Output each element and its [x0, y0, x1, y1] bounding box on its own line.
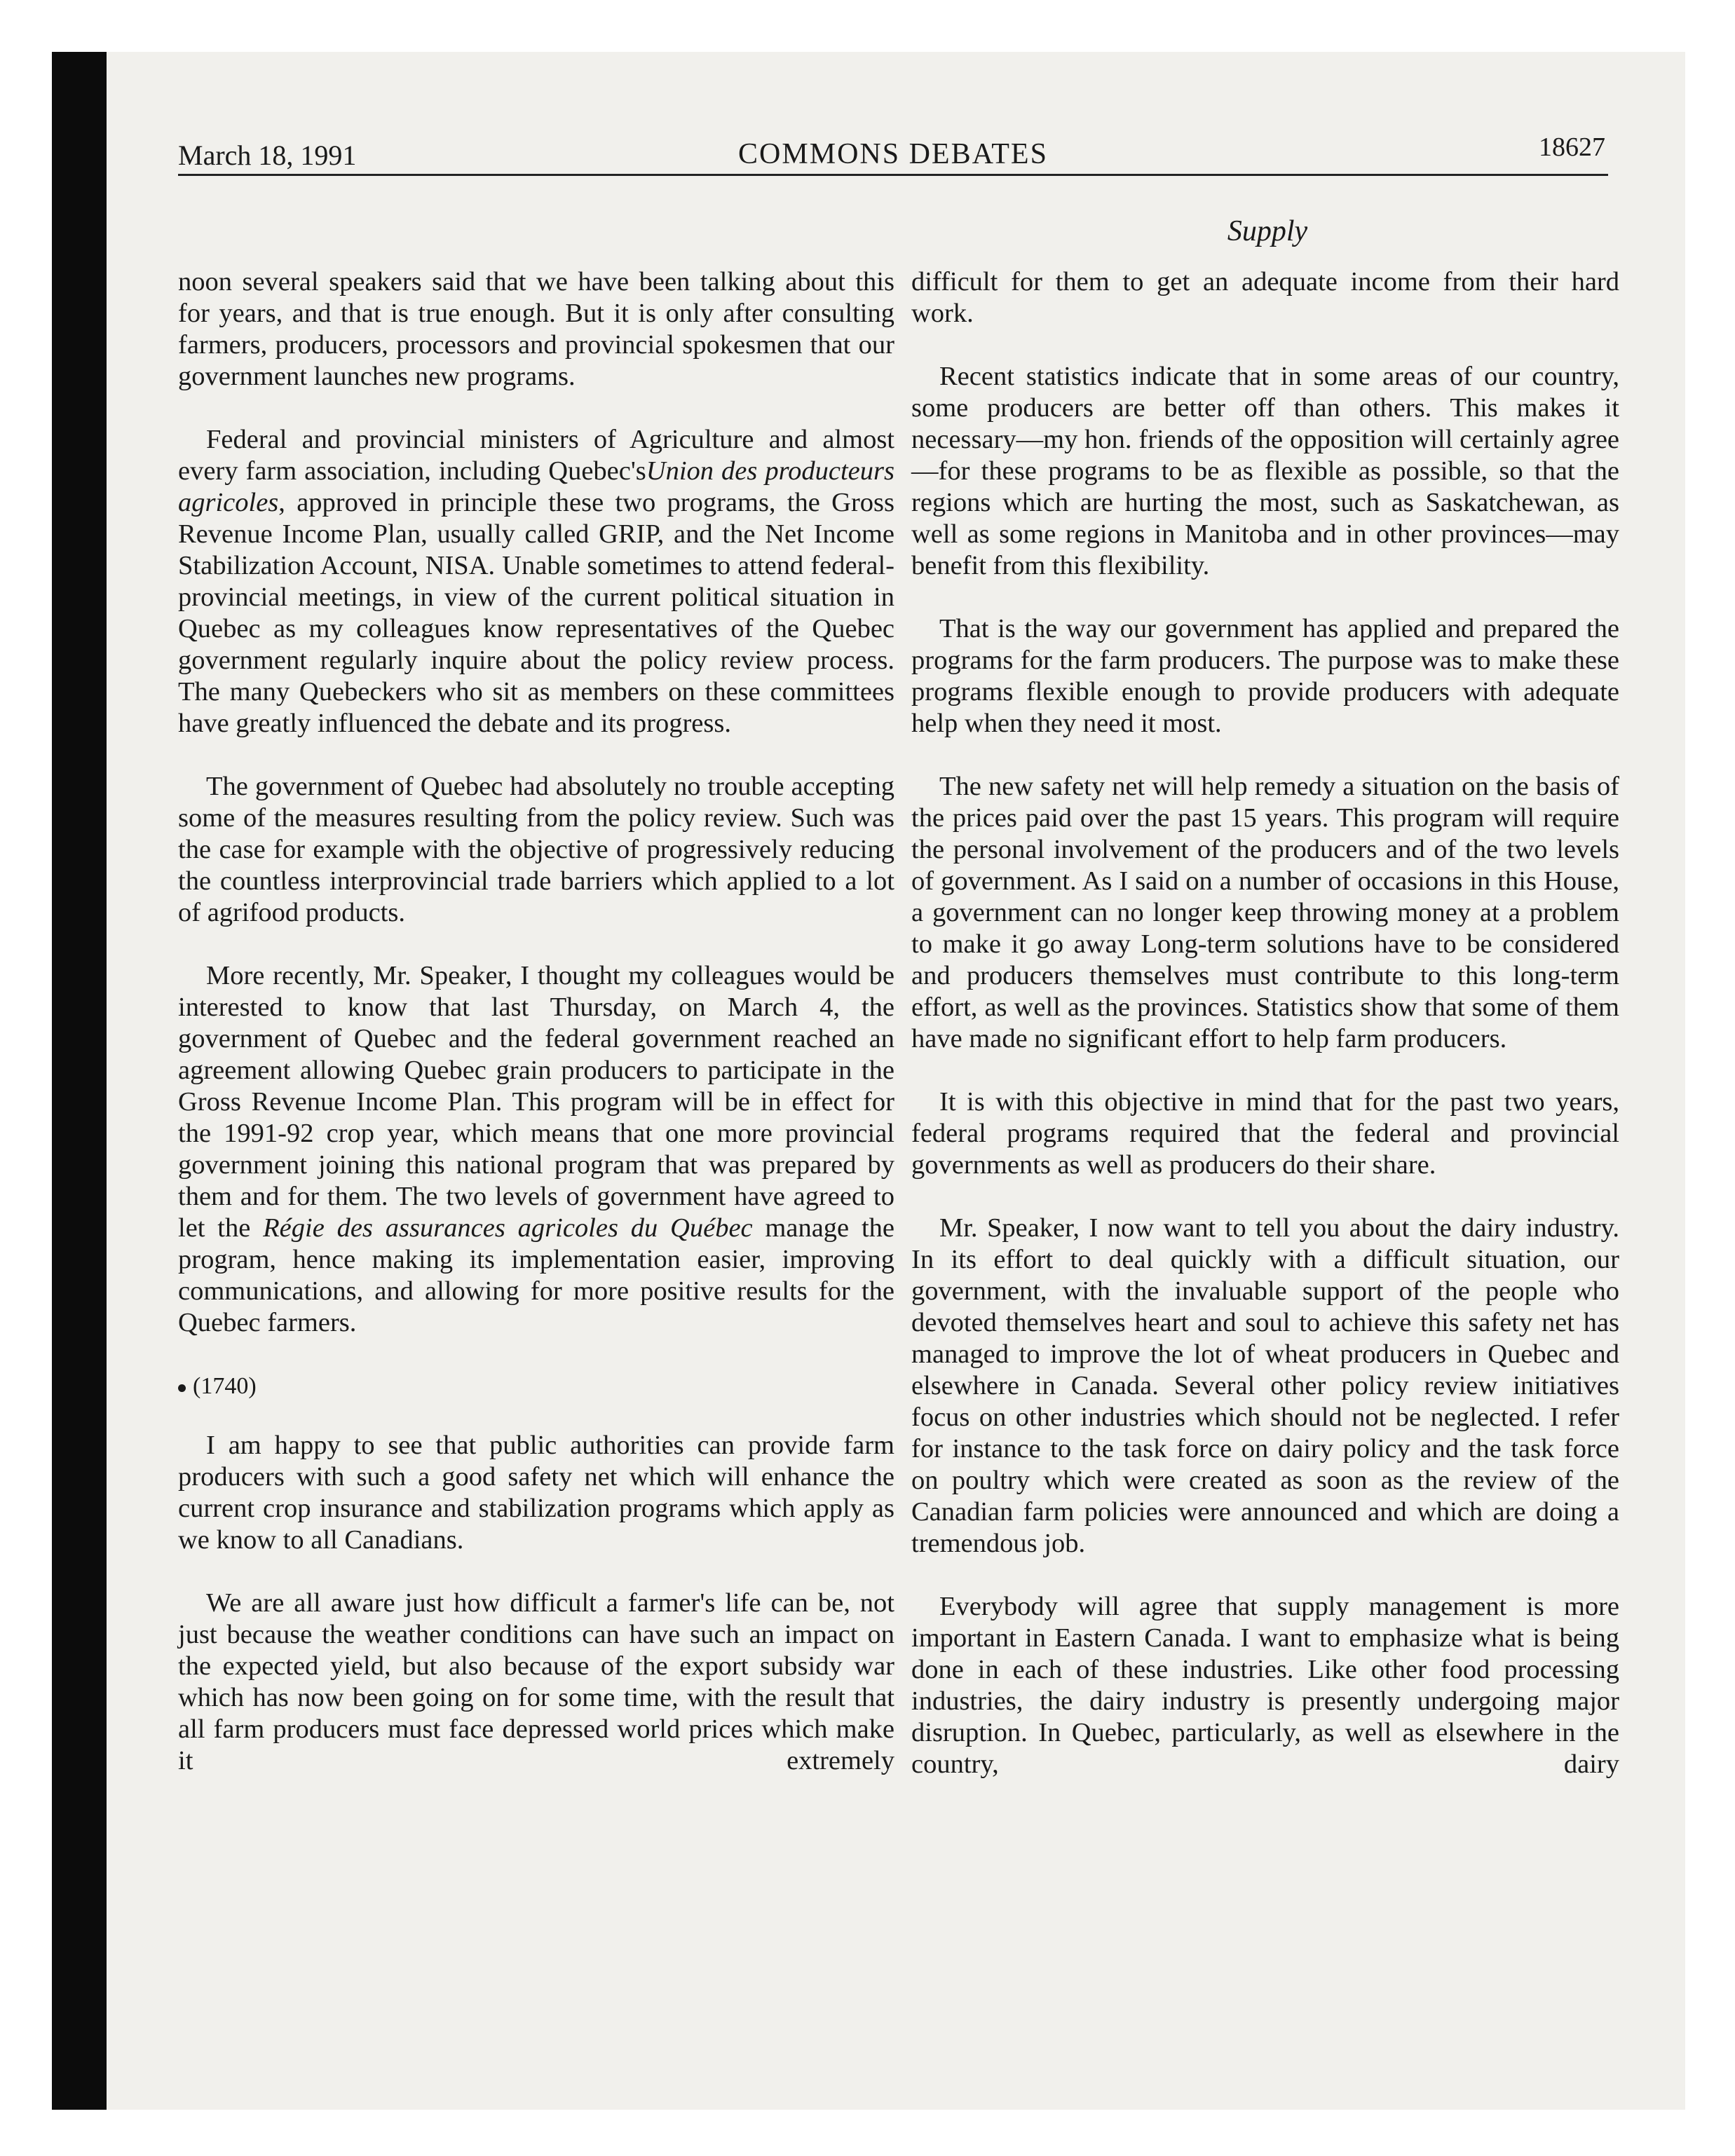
paragraph: That is the way our government has applied and prepared the programs for the farm producers. The purpose was to make these programs flexible enough to provide producers with adequate help when they need it most.: [911, 614, 1619, 738]
paragraph: difficult for them to get an adequate income from their hard work.: [911, 267, 1619, 328]
paragraph: It is with this objective in mind that for the past two years, federal programs required that the federal and provincial governments as well as producers do their share.: [911, 1087, 1619, 1180]
time-marker: (1740): [178, 1370, 894, 1402]
section-heading: Supply: [1227, 215, 1308, 247]
paragraph: The government of Quebec had absolutely no trouble accepting some of the measures resulting from the policy review. Such was the case for example with the objective of progressively reducing the countless interprovincial trade barriers which applied to a lot of agrifood products.: [178, 772, 894, 927]
page-header: [178, 132, 1608, 176]
header-publication: COMMONS DEBATES: [738, 138, 1048, 170]
paragraph: noon several speakers said that we have been talking about this for years, and that is true enough. But it is only after consulting farmers, producers, processors and provincial spokesmen that our government launches new programs.: [178, 267, 894, 391]
italic-phrase: Régie des assurances agricoles du Québec: [263, 1213, 753, 1243]
paragraph: Everybody will agree that supply management is more important in Eastern Canada. I want to emphasize what is being done in each of these industries. Like other food processing industries, the dairy industry is presently undergoing major disruption. In Quebec, particularly, as well as elsewhere in the country, dairy: [911, 1592, 1619, 1779]
bullet-icon: [178, 1384, 186, 1392]
paragraph: Federal and provincial ministers of Agriculture and almost every farm association, including Quebec'sUnion des producteurs agricoles, approved in principle these two programs, the Gross Revenue Income Plan, usually called GRIP, and the Net Income Stabilization Account, NISA. Unable sometimes to attend federal-provincial meetings, in view of the current political situation in Quebec as my colleagues know representatives of the Quebec government regularly inquire about the policy review process. The many Quebeckers who sit as members on these committees have greatly influenced the debate and its progress.: [178, 425, 894, 738]
right-column: [911, 266, 1619, 1812]
paragraph: Recent statistics indicate that in some areas of our country, some producers are better off than others. This makes it necessary—my hon. friends of the opposition will certainly agree—for these programs to be as flexible as possible, so that the regions which are hurting the most, such as Saskatchewan, as well as some regions in Manitoba and in other provinces—may benefit from this flexibility.: [911, 362, 1619, 580]
header-date: March 18, 1991: [178, 139, 357, 171]
paragraph: Mr. Speaker, I now want to tell you about the dairy industry. In its effort to deal quickly with a difficult situation, our government, with the invaluable support of the people who devoted themselves heart and soul to achieve this safety net has managed to improve the lot of wheat producers in Quebec and elsewhere in Canada. Several other policy review initiatives focus on other industries which should not be neglected. I refer for instance to the task force on dairy policy and the task force on poultry which were created as soon as the review of the Canadian farm policies were announced and which are doing a tremendous job.: [911, 1213, 1619, 1558]
binding-edge: [52, 52, 107, 2110]
italic-phrase: Union des producteurs agricoles: [178, 456, 894, 517]
paragraph: We are all aware just how difficult a farmer's life can be, not just because the weather conditions can have such an impact on the expected yield, but also because of the export subsidy war which has now been going on for some time, with the result that all farm producers must face depressed world prices which make it extremely: [178, 1588, 894, 1775]
header-page-number: 18627: [1539, 132, 1605, 162]
paragraph: The new safety net will help remedy a situation on the basis of the prices paid over the past 15 years. This program will require the personal involvement of the producers and of the two levels of government. As I said on a number of occasions in this House, a government can no longer keep throwing money at a problem to make it go away Long-term solutions have to be considered and producers themselves must contribute to this long-term effort, as well as the provinces. Statistics show that some of them have made no significant effort to help farm producers.: [911, 772, 1619, 1053]
paragraph: More recently, Mr. Speaker, I thought my colleagues would be interested to know that last Thursday, on March 4, the government of Quebec and the federal government reached an agreement allowing Quebec grain producers to participate in the Gross Revenue Income Plan. This program will be in effect for the 1991-92 crop year, which means that one more provincial government joining this national program that was prepared by them and for them. The two levels of government have agreed to let the Régie des assurances agricoles du Québec manage the program, hence making its implementation easier, improving communications, and allowing for more positive results for the Quebec farmers.: [178, 961, 894, 1337]
paragraph: I am happy to see that public authorities can provide farm producers with such a good safety net which will enhance the current crop insurance and stabilization programs which apply as we know to all Canadians.: [178, 1431, 894, 1555]
left-column: [178, 266, 894, 1808]
